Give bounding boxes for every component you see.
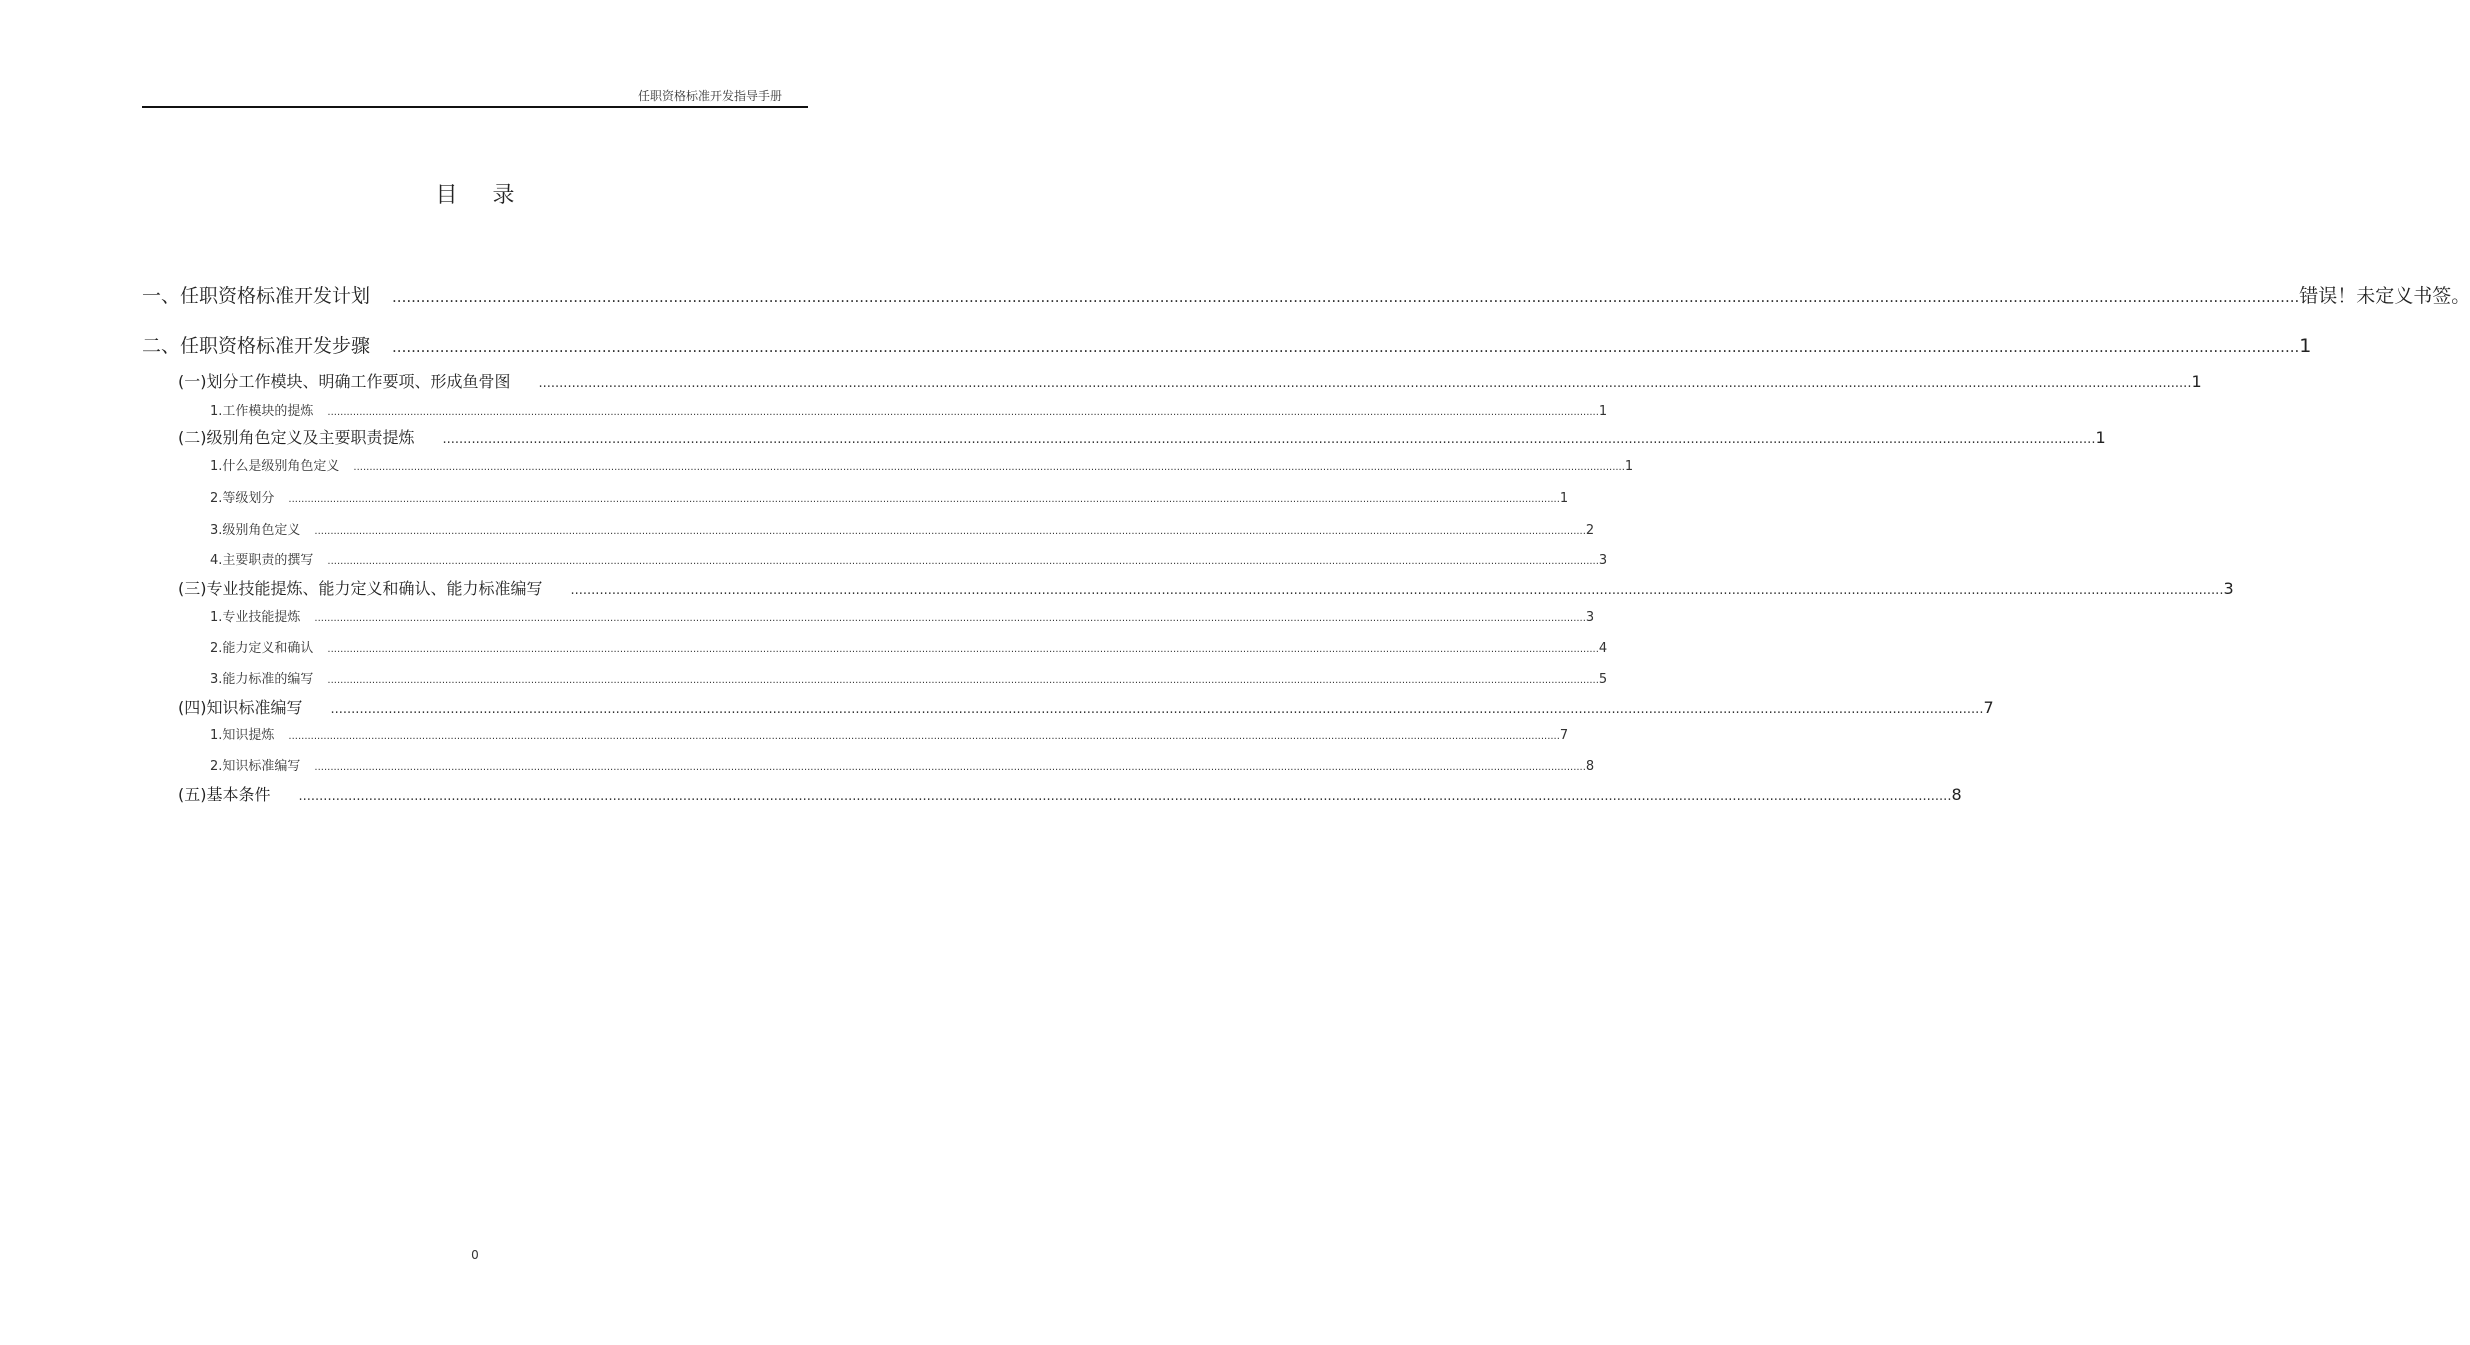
toc-entry[interactable]: [210, 637, 1608, 656]
toc-entry[interactable]: [210, 487, 1569, 506]
toc-dot-leader: ................................................................................................................................................................................................................................................................................................................................................................................................................: [327, 407, 1599, 418]
toc-entry-page: 8: [1585, 759, 1595, 774]
toc-entry-page: 1: [1559, 491, 1569, 506]
toc-dot-leader: ................................................................................................................................................................................................................................................................................................................................................................................................................: [330, 702, 1984, 717]
toc-entry-text: 基本条件: [206, 785, 271, 804]
toc-entry[interactable]: [178, 369, 2202, 391]
page-number: 0: [471, 1248, 479, 1262]
running-header-title: 任职资格标准开发指导手册: [637, 89, 782, 103]
toc-entry[interactable]: [210, 549, 1608, 568]
toc-entry-text: 知识标准编写: [222, 759, 301, 774]
toc-entry-text: 知识提炼: [222, 728, 275, 743]
toc-entry-number: 3.: [210, 672, 223, 687]
toc-entry-page: 3: [1585, 610, 1595, 625]
toc-entry-text: 级别角色定义及主要职责提炼: [206, 428, 415, 447]
toc-entry-number: (四): [178, 698, 207, 717]
toc-dot-leader: ................................................................................................................................................................................................................................................................................................................................................................................................................: [288, 731, 1560, 742]
toc-entry-text: 什么是级别角色定义: [222, 459, 340, 474]
toc-entry-page: 1: [2191, 372, 2202, 391]
toc-entry-page: 2: [1585, 523, 1595, 538]
toc-dot-leader: ................................................................................................................................................................................................................................................................................................................................................................................................................: [392, 338, 2300, 356]
toc-dot-leader: ................................................................................................................................................................................................................................................................................................................................................................................................................: [392, 288, 2300, 306]
toc-entry[interactable]: [210, 724, 1569, 743]
toc-entry-page: 3: [1598, 553, 1608, 568]
toc-entry-number: (五): [178, 785, 207, 804]
toc-entry-text: 等级划分: [222, 491, 275, 506]
toc-entry[interactable]: [178, 576, 2234, 598]
toc-entry-page: 1: [2095, 428, 2106, 447]
toc-entry-page: 错误！未定义书签。: [2299, 285, 2470, 307]
toc-entry[interactable]: [210, 606, 1595, 625]
toc-entry[interactable]: [178, 425, 2106, 447]
toc-entry-number: 1.: [210, 404, 223, 419]
toc-entry[interactable]: [210, 668, 1608, 687]
toc-entry-number: 1.: [210, 610, 223, 625]
toc-entry-text: 级别角色定义: [222, 523, 301, 538]
toc-dot-leader: ................................................................................................................................................................................................................................................................................................................................................................................................................: [288, 494, 1560, 505]
toc-entry-number: 4.: [210, 553, 223, 568]
toc-entry-number: 1.: [210, 728, 223, 743]
toc-entry-page: 7: [1983, 698, 1994, 717]
toc-entry-page: 5: [1598, 672, 1608, 687]
toc-entry-number: (二): [178, 428, 207, 447]
toc-entry[interactable]: [142, 281, 2470, 307]
toc-entry[interactable]: [178, 695, 1994, 717]
toc-entry-text: 工作模块的提炼: [222, 404, 314, 419]
toc-entry[interactable]: [210, 400, 1608, 419]
toc-entry-number: (一): [178, 372, 207, 391]
toc-entry-text: 任职资格标准开发计划: [180, 285, 371, 307]
toc-entry-number: (三): [178, 579, 207, 598]
toc-entry-page: 8: [1951, 785, 1962, 804]
toc-entry-text: 划分工作模块、明确工作要项、形成鱼骨图: [206, 372, 511, 391]
toc-dot-leader: ................................................................................................................................................................................................................................................................................................................................................................................................................: [314, 762, 1586, 773]
toc-dot-leader: ................................................................................................................................................................................................................................................................................................................................................................................................................: [570, 583, 2224, 598]
toc-entry-page: 3: [2223, 579, 2234, 598]
toc-entry-text: 专业技能提炼: [222, 610, 301, 625]
toc-dot-leader: ................................................................................................................................................................................................................................................................................................................................................................................................................: [298, 789, 1952, 804]
toc-entry[interactable]: [178, 782, 1962, 804]
toc-dot-leader: ................................................................................................................................................................................................................................................................................................................................................................................................................: [353, 462, 1625, 473]
toc-entry-text: 主要职责的撰写: [222, 553, 314, 568]
toc-entry[interactable]: [210, 755, 1595, 774]
toc-entry-text: 知识标准编写: [206, 698, 303, 717]
toc-entry-page: 7: [1559, 728, 1569, 743]
header-rule: [142, 106, 808, 108]
toc-entry-page: 4: [1598, 641, 1608, 656]
toc-dot-leader: ................................................................................................................................................................................................................................................................................................................................................................................................................: [327, 644, 1599, 655]
toc-entry-text: 能力定义和确认: [222, 641, 314, 656]
toc-entry-number: 1.: [210, 459, 223, 474]
toc-entry-number: 2.: [210, 641, 223, 656]
toc-title: 目 录: [435, 183, 529, 208]
toc-dot-leader: ................................................................................................................................................................................................................................................................................................................................................................................................................: [442, 432, 2096, 447]
toc-entry-page: 1: [1598, 404, 1608, 419]
toc-entry-page: 1: [1624, 459, 1634, 474]
toc-entry[interactable]: [210, 519, 1595, 538]
toc-entry[interactable]: [142, 331, 2312, 357]
toc-entry-text: 专业技能提炼、能力定义和确认、能力标准编写: [206, 579, 543, 598]
toc-dot-leader: ................................................................................................................................................................................................................................................................................................................................................................................................................: [538, 376, 2192, 391]
toc-dot-leader: ................................................................................................................................................................................................................................................................................................................................................................................................................: [327, 675, 1599, 686]
toc-entry-number: 3.: [210, 523, 223, 538]
toc-entry-page: 1: [2299, 335, 2312, 357]
toc-entry-text: 任职资格标准开发步骤: [180, 335, 371, 357]
toc-entry-number: 二、: [142, 335, 181, 357]
toc-entry-text: 能力标准的编写: [222, 672, 314, 687]
toc-entry-number: 2.: [210, 759, 223, 774]
toc-dot-leader: ................................................................................................................................................................................................................................................................................................................................................................................................................: [327, 556, 1599, 567]
toc-entry[interactable]: [210, 455, 1634, 474]
toc-entry-number: 2.: [210, 491, 223, 506]
toc-dot-leader: ................................................................................................................................................................................................................................................................................................................................................................................................................: [314, 526, 1586, 537]
toc-entry-number: 一、: [142, 285, 181, 307]
toc-dot-leader: ................................................................................................................................................................................................................................................................................................................................................................................................................: [314, 613, 1586, 624]
